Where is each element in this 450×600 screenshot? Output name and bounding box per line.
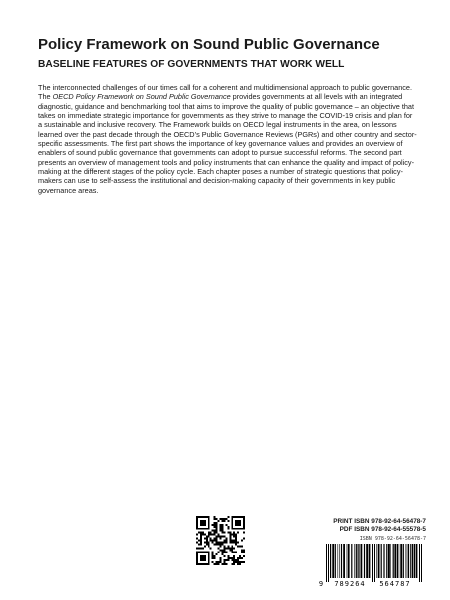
pdf-isbn: PDF ISBN 978-92-64-55578-5 xyxy=(339,526,426,534)
barcode-first-digit: 9 xyxy=(318,580,324,588)
barcode-left-digits: 789264 xyxy=(334,580,366,588)
page-title: Policy Framework on Sound Public Governance xyxy=(38,36,380,53)
framework-title-italic: OECD Policy Framework on Sound Public Governance xyxy=(52,92,231,102)
isbn-block xyxy=(333,518,426,543)
page-subtitle: BASELINE FEATURES OF GOVERNMENTS THAT WORK WELL xyxy=(38,59,345,70)
qr-code-icon xyxy=(196,516,245,565)
barcode-icon xyxy=(317,544,426,588)
print-isbn: PRINT ISBN 978-92-64-56478-7 xyxy=(333,518,426,525)
summary-text xyxy=(38,83,418,195)
barcode-right-digits: 564787 xyxy=(379,580,411,588)
summary-text-part1: The interconnected challenges of our times call for a coherent and multidimensional approach to public governance. The xyxy=(38,83,412,102)
summary-text-part2: provides governments at all levels with an integrated diagnostic, guidance and benchmarking tool that aims to improve the quality of public governance – an objective that takes on immediate strategic importance for governments as they strive to manage the COVID-19 crisis and plan for a sustainable and inclusive recovery. The Framework builds on OECD legal instruments in the area, on lessons learned over the past decade through the OECD’s Public Governance Reviews (PGRs) and other country and sector-specific assessments. The first part shows the importance of key governance values and provides an overview of enablers of sound public governance that governments can adopt to pursue successful reforms. The second part presents an overview of management tools and policy instruments that can enhance the quality and impact of policy-making at the different stages of the policy cycle. Each chapter poses a number of strategic questions that policy-makers can use to self-assess the institutional and decision-making capacity of their governments in key public governance areas. xyxy=(38,92,417,195)
barcode-isbn-text: ISBN 978-92-64-56478-7 xyxy=(359,535,426,542)
